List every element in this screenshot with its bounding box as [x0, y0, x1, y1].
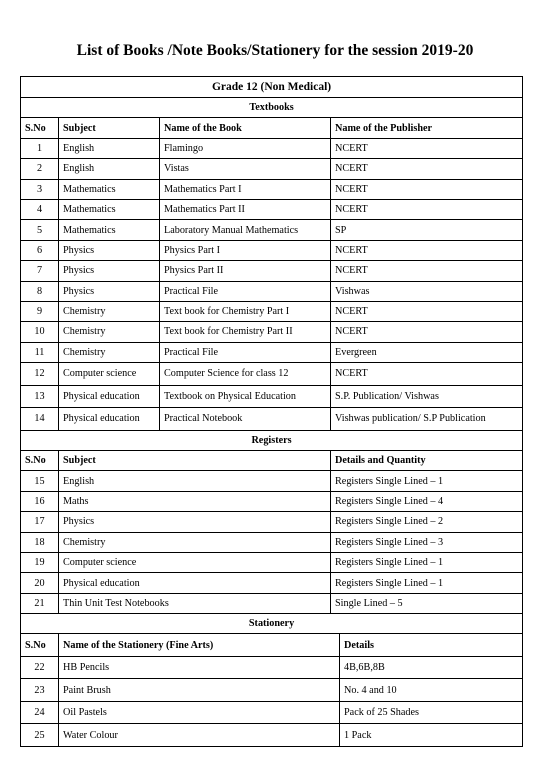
textbooks-section-title: Textbooks: [21, 98, 523, 118]
details-cell: Registers Single Lined – 3: [331, 532, 523, 552]
header-sno: S.No: [21, 118, 59, 138]
stationery-name-cell: Water Colour: [59, 724, 340, 747]
details-cell: Registers Single Lined – 4: [331, 491, 523, 511]
textbook-row: [21, 159, 523, 179]
book-name-cell: Mathematics Part I: [160, 179, 331, 199]
sno-cell: 2: [21, 159, 59, 179]
sno-cell: 23: [21, 679, 59, 702]
subject-cell: Physical education: [59, 385, 160, 408]
grade-title: Grade 12 (Non Medical): [21, 77, 523, 98]
publisher-cell: NCERT: [331, 240, 523, 260]
register-row: [21, 532, 523, 552]
grade-row: [21, 77, 523, 98]
details-cell: Registers Single Lined – 2: [331, 512, 523, 532]
sno-cell: 5: [21, 220, 59, 240]
book-name-cell: Textbook on Physical Education: [160, 385, 331, 408]
stationery-section-title: Stationery: [21, 614, 523, 634]
subject-cell: Chemistry: [59, 301, 160, 321]
sno-cell: 21: [21, 593, 59, 613]
register-row: [21, 512, 523, 532]
details-cell: 1 Pack: [340, 724, 523, 747]
details-cell: No. 4 and 10: [340, 679, 523, 702]
textbook-row: [21, 385, 523, 408]
sno-cell: 11: [21, 342, 59, 362]
header-publisher: Name of the Publisher: [331, 118, 523, 138]
subject-cell: Mathematics: [59, 220, 160, 240]
details-cell: Single Lined – 5: [331, 593, 523, 613]
header-stationery-name: Name of the Stationery (Fine Arts): [59, 634, 340, 657]
textbook-row: [21, 281, 523, 301]
stationery-row: [21, 679, 523, 702]
register-row: [21, 552, 523, 572]
sno-cell: 15: [21, 471, 59, 491]
registers-header-row: [21, 450, 523, 470]
book-name-cell: Vistas: [160, 159, 331, 179]
sno-cell: 9: [21, 301, 59, 321]
header-sno: S.No: [21, 450, 59, 470]
textbook-row: [21, 261, 523, 281]
subject-cell: Maths: [59, 491, 331, 511]
subject-cell: Mathematics: [59, 199, 160, 219]
header-details-quantity: Details and Quantity: [331, 450, 523, 470]
header-book-name: Name of the Book: [160, 118, 331, 138]
subject-cell: Physical education: [59, 408, 160, 431]
stationery-name-cell: HB Pencils: [59, 656, 340, 679]
textbook-row: [21, 199, 523, 219]
textbook-row: [21, 342, 523, 362]
details-cell: Registers Single Lined – 1: [331, 573, 523, 593]
subject-cell: Computer science: [59, 552, 331, 572]
sno-cell: 25: [21, 724, 59, 747]
book-name-cell: Practical Notebook: [160, 408, 331, 431]
publisher-cell: NCERT: [331, 199, 523, 219]
textbook-row: [21, 322, 523, 342]
registers-section-row: [21, 430, 523, 450]
book-name-cell: Computer Science for class 12: [160, 363, 331, 386]
sno-cell: 1: [21, 138, 59, 158]
header-subject: Subject: [59, 118, 160, 138]
book-name-cell: Physics Part II: [160, 261, 331, 281]
subject-cell: Thin Unit Test Notebooks: [59, 593, 331, 613]
subject-cell: English: [59, 471, 331, 491]
sno-cell: 18: [21, 532, 59, 552]
textbook-row: [21, 408, 523, 431]
publisher-cell: NCERT: [331, 179, 523, 199]
book-name-cell: Flamingo: [160, 138, 331, 158]
header-sno: S.No: [21, 634, 59, 657]
book-name-cell: Text book for Chemistry Part I: [160, 301, 331, 321]
sno-cell: 3: [21, 179, 59, 199]
textbook-row: [21, 138, 523, 158]
subject-cell: Chemistry: [59, 342, 160, 362]
stationery-section-row: [21, 614, 523, 634]
sno-cell: 16: [21, 491, 59, 511]
book-name-cell: Laboratory Manual Mathematics: [160, 220, 331, 240]
publisher-cell: Evergreen: [331, 342, 523, 362]
textbooks-section-row: [21, 98, 523, 118]
publisher-cell: NCERT: [331, 159, 523, 179]
sno-cell: 7: [21, 261, 59, 281]
sno-cell: 17: [21, 512, 59, 532]
book-name-cell: Mathematics Part II: [160, 199, 331, 219]
sno-cell: 12: [21, 363, 59, 386]
publisher-cell: Vishwas publication/ S.P Publication: [331, 408, 523, 431]
textbook-row: [21, 301, 523, 321]
stationery-name-cell: Paint Brush: [59, 679, 340, 702]
stationery-header-row: [21, 634, 523, 657]
register-row: [21, 471, 523, 491]
book-name-cell: Practical File: [160, 342, 331, 362]
publisher-cell: S.P. Publication/ Vishwas: [331, 385, 523, 408]
publisher-cell: NCERT: [331, 363, 523, 386]
subject-cell: Physics: [59, 281, 160, 301]
publisher-cell: NCERT: [331, 261, 523, 281]
details-cell: Pack of 25 Shades: [340, 701, 523, 724]
publisher-cell: NCERT: [331, 322, 523, 342]
stationery-row: [21, 724, 523, 747]
publisher-cell: NCERT: [331, 301, 523, 321]
textbook-row: [21, 220, 523, 240]
book-name-cell: Text book for Chemistry Part II: [160, 322, 331, 342]
book-name-cell: Practical File: [160, 281, 331, 301]
publisher-cell: Vishwas: [331, 281, 523, 301]
register-row: [21, 593, 523, 613]
stationery-row: [21, 701, 523, 724]
textbook-row: [21, 179, 523, 199]
book-list-table: [20, 76, 523, 747]
sno-cell: 13: [21, 385, 59, 408]
details-cell: 4B,6B,8B: [340, 656, 523, 679]
subject-cell: Physics: [59, 512, 331, 532]
subject-cell: Chemistry: [59, 322, 160, 342]
details-cell: Registers Single Lined – 1: [331, 471, 523, 491]
publisher-cell: SP: [331, 220, 523, 240]
sno-cell: 20: [21, 573, 59, 593]
sno-cell: 4: [21, 199, 59, 219]
subject-cell: Physical education: [59, 573, 331, 593]
header-details: Details: [340, 634, 523, 657]
sno-cell: 22: [21, 656, 59, 679]
subject-cell: Physics: [59, 240, 160, 260]
sno-cell: 10: [21, 322, 59, 342]
sno-cell: 6: [21, 240, 59, 260]
publisher-cell: NCERT: [331, 138, 523, 158]
book-name-cell: Physics Part I: [160, 240, 331, 260]
sno-cell: 8: [21, 281, 59, 301]
subject-cell: English: [59, 159, 160, 179]
header-subject: Subject: [59, 450, 331, 470]
subject-cell: Computer science: [59, 363, 160, 386]
registers-section-title: Registers: [21, 430, 523, 450]
sno-cell: 19: [21, 552, 59, 572]
subject-cell: Chemistry: [59, 532, 331, 552]
details-cell: Registers Single Lined – 1: [331, 552, 523, 572]
textbooks-header-row: [21, 118, 523, 138]
stationery-row: [21, 656, 523, 679]
register-row: [21, 573, 523, 593]
sno-cell: 14: [21, 408, 59, 431]
subject-cell: Physics: [59, 261, 160, 281]
page-title: List of Books /Note Books/Stationery for the session 2019-20: [76, 42, 474, 59]
textbook-row: [21, 363, 523, 386]
subject-cell: Mathematics: [59, 179, 160, 199]
sno-cell: 24: [21, 701, 59, 724]
textbook-row: [21, 240, 523, 260]
register-row: [21, 491, 523, 511]
subject-cell: English: [59, 138, 160, 158]
stationery-name-cell: Oil Pastels: [59, 701, 340, 724]
